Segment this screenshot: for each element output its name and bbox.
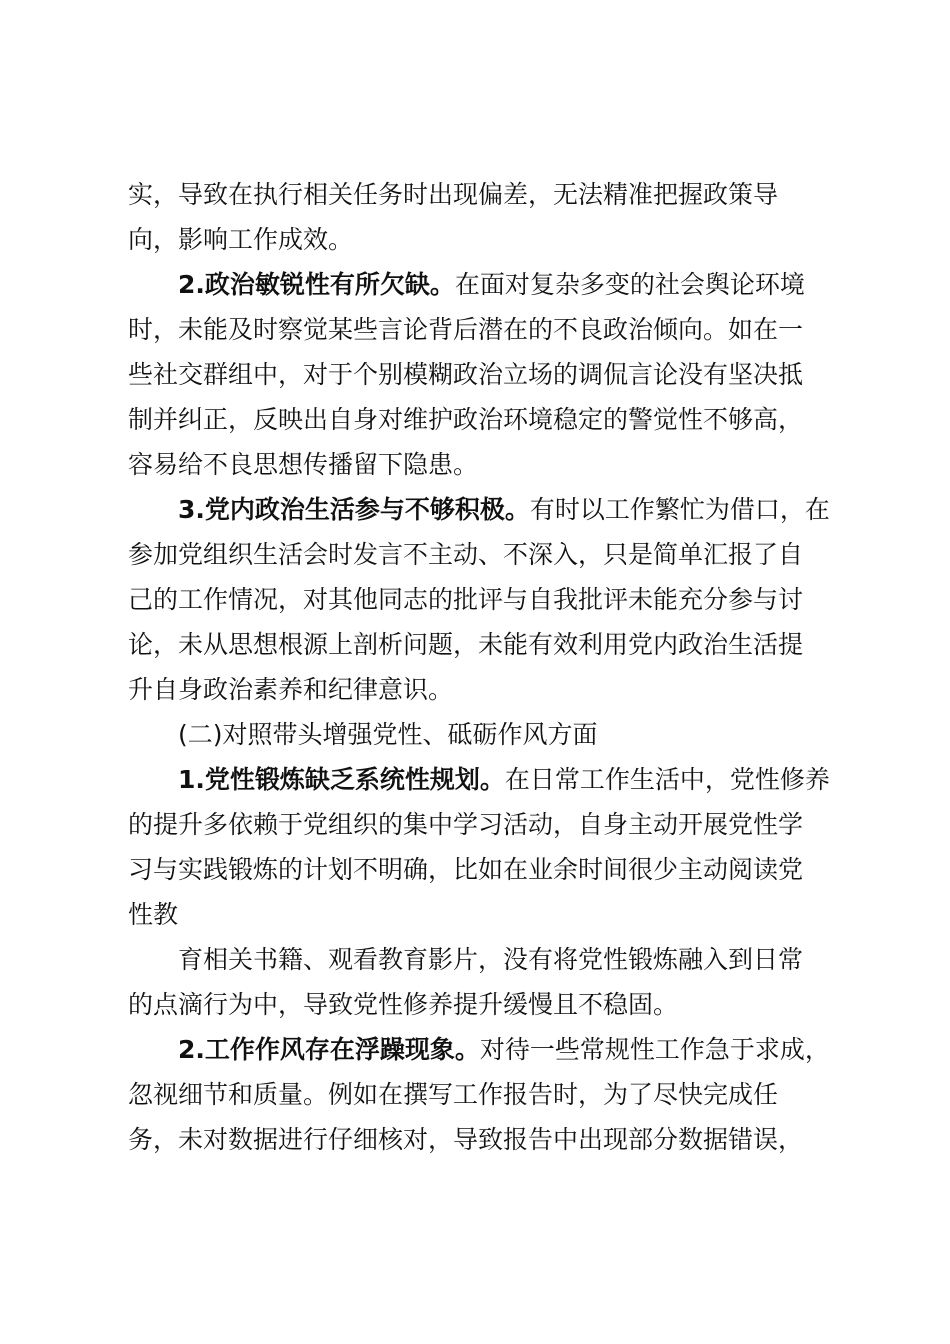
text-line — [128, 532, 838, 577]
line-text: 在面对复杂多变的社会舆论环境 — [454, 270, 805, 299]
line-text: 忽视细节和质量。例如在撰写工作报告时，为了尽快完成任 — [128, 1080, 779, 1109]
text-line — [128, 712, 838, 757]
text-line — [128, 757, 838, 802]
line-text: 己的工作情况，对其他同志的批评与自我批评未能充分参与讨 — [128, 585, 804, 614]
item-heading: 1.党性锻炼缺乏系统性规划。 — [178, 765, 505, 794]
text-line — [128, 577, 838, 622]
line-text: 容易给不良思想传播留下隐患。 — [128, 450, 479, 479]
text-line — [128, 172, 838, 217]
text-line — [128, 892, 838, 937]
line-text: 论，未从思想根源上剖析问题，未能有效利用党内政治生活提 — [128, 630, 804, 659]
line-text: 的提升多依赖于党组织的集中学习活动，自身主动开展党性学 — [128, 810, 804, 839]
item-heading: 2.政治敏锐性有所欠缺。 — [178, 270, 455, 299]
line-text: 的点滴行为中，导致党性修养提升缓慢且不稳固。 — [128, 990, 679, 1019]
text-line — [128, 307, 838, 352]
item-heading: 2.工作作风存在浮躁现象。 — [178, 1035, 480, 1064]
text-line — [128, 487, 838, 532]
line-text: 性教 — [128, 900, 179, 929]
line-text: 些社交群组中，对于个别模糊政治立场的调侃言论没有坚决抵 — [128, 360, 804, 389]
line-text: 实，导致在执行相关任务时出现偏差，无法精准把握政策导 — [128, 180, 779, 209]
text-line — [128, 937, 838, 982]
text-line — [128, 622, 838, 667]
line-text: 对待一些常规性工作急于求成， — [479, 1035, 830, 1064]
line-text: 务，未对数据进行仔细核对，导致报告中出现部分数据错误， — [128, 1125, 804, 1154]
line-text: (二)对照带头增强党性、砥砺作风方面 — [178, 720, 598, 749]
text-line — [128, 802, 838, 847]
line-text: 时，未能及时察觉某些言论背后潜在的不良政治倾向。如在一 — [128, 315, 804, 344]
text-line — [128, 1117, 838, 1162]
line-text: 升自身政治素养和纪律意识。 — [128, 675, 454, 704]
document-body — [128, 172, 838, 1162]
text-line — [128, 352, 838, 397]
text-line — [128, 1027, 838, 1072]
text-line — [128, 442, 838, 487]
text-line — [128, 847, 838, 892]
text-line — [128, 1072, 838, 1117]
text-line — [128, 397, 838, 442]
line-text: 在日常工作生活中，党性修养 — [504, 765, 830, 794]
line-text: 向，影响工作成效。 — [128, 225, 354, 254]
text-line — [128, 217, 838, 262]
line-text: 有时以工作繁忙为借口，在 — [529, 495, 830, 524]
text-line — [128, 982, 838, 1027]
line-text: 制并纠正，反映出自身对维护政治环境稳定的警觉性不够高， — [128, 405, 804, 434]
text-line — [128, 262, 838, 307]
item-heading: 3.党内政治生活参与不够积极。 — [178, 495, 530, 524]
line-text: 参加党组织生活会时发言不主动、不深入，只是简单汇报了自 — [128, 540, 804, 569]
text-line — [128, 667, 838, 712]
line-text: 育相关书籍、观看教育影片，没有将党性锻炼融入到日常 — [178, 945, 804, 974]
line-text: 习与实践锻炼的计划不明确，比如在业余时间很少主动阅读党 — [128, 855, 804, 884]
